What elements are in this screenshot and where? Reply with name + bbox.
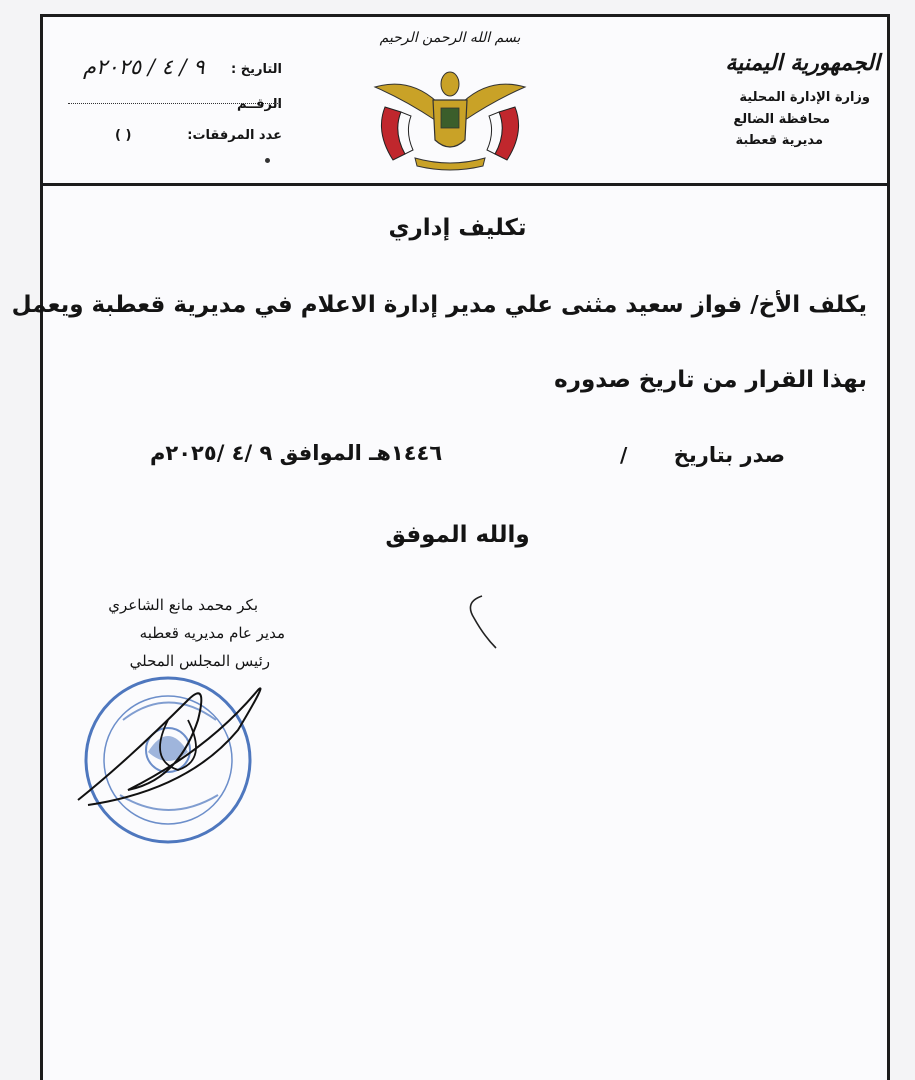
handwritten-signature-icon bbox=[68, 660, 273, 850]
governorate-name: محافظة الضالع bbox=[733, 112, 830, 127]
yemen-eagle-emblem-icon bbox=[365, 62, 535, 172]
issued-date-label: صدر بتاريخ bbox=[673, 443, 785, 467]
reference-label: الرقــم bbox=[236, 97, 282, 112]
attachments-value: ( ) bbox=[115, 128, 132, 143]
official-seal bbox=[68, 660, 273, 850]
issued-dates: ١٤٤٦هـ الموافق ٩ /٤ /٢٠٢٥م bbox=[150, 441, 443, 465]
document-title: تكليف إداري bbox=[388, 215, 527, 241]
body-line-2: بهذا القرار من تاريخ صدوره bbox=[554, 367, 867, 393]
basmala: بسم الله الرحمن الرحيم bbox=[379, 30, 521, 46]
ministry-name: وزارة الإدارة المحلية bbox=[739, 90, 870, 105]
signatory-title: مدير عام مديريه قعطبه bbox=[139, 624, 285, 642]
body-line-1: يكلف الأخ/ فواز سعيد مثنى علي مدير إدارة الاعلام في مديرية قعطبة ويعمل bbox=[11, 292, 867, 318]
issued-date-slash: / bbox=[620, 443, 628, 467]
district-name: مديرية قعطبة bbox=[735, 133, 823, 148]
attachments-label: عدد المرفقات: bbox=[187, 128, 282, 143]
reference-blank-line bbox=[68, 103, 280, 104]
country-name: الجمهورية اليمنية bbox=[725, 50, 880, 76]
closing-phrase: والله الموفق bbox=[385, 522, 530, 548]
date-label: التاريخ : bbox=[231, 62, 282, 77]
signatory-council-title: رئيس المجلس المحلي bbox=[129, 652, 270, 670]
signatory-name: بكر محمد مانع الشاعري bbox=[108, 596, 258, 614]
header-divider bbox=[40, 183, 890, 186]
pen-mark-icon bbox=[460, 592, 505, 654]
date-value: ٩ / ٤ / ٢٠٢٥م bbox=[83, 55, 205, 79]
ink-dot bbox=[265, 158, 270, 163]
